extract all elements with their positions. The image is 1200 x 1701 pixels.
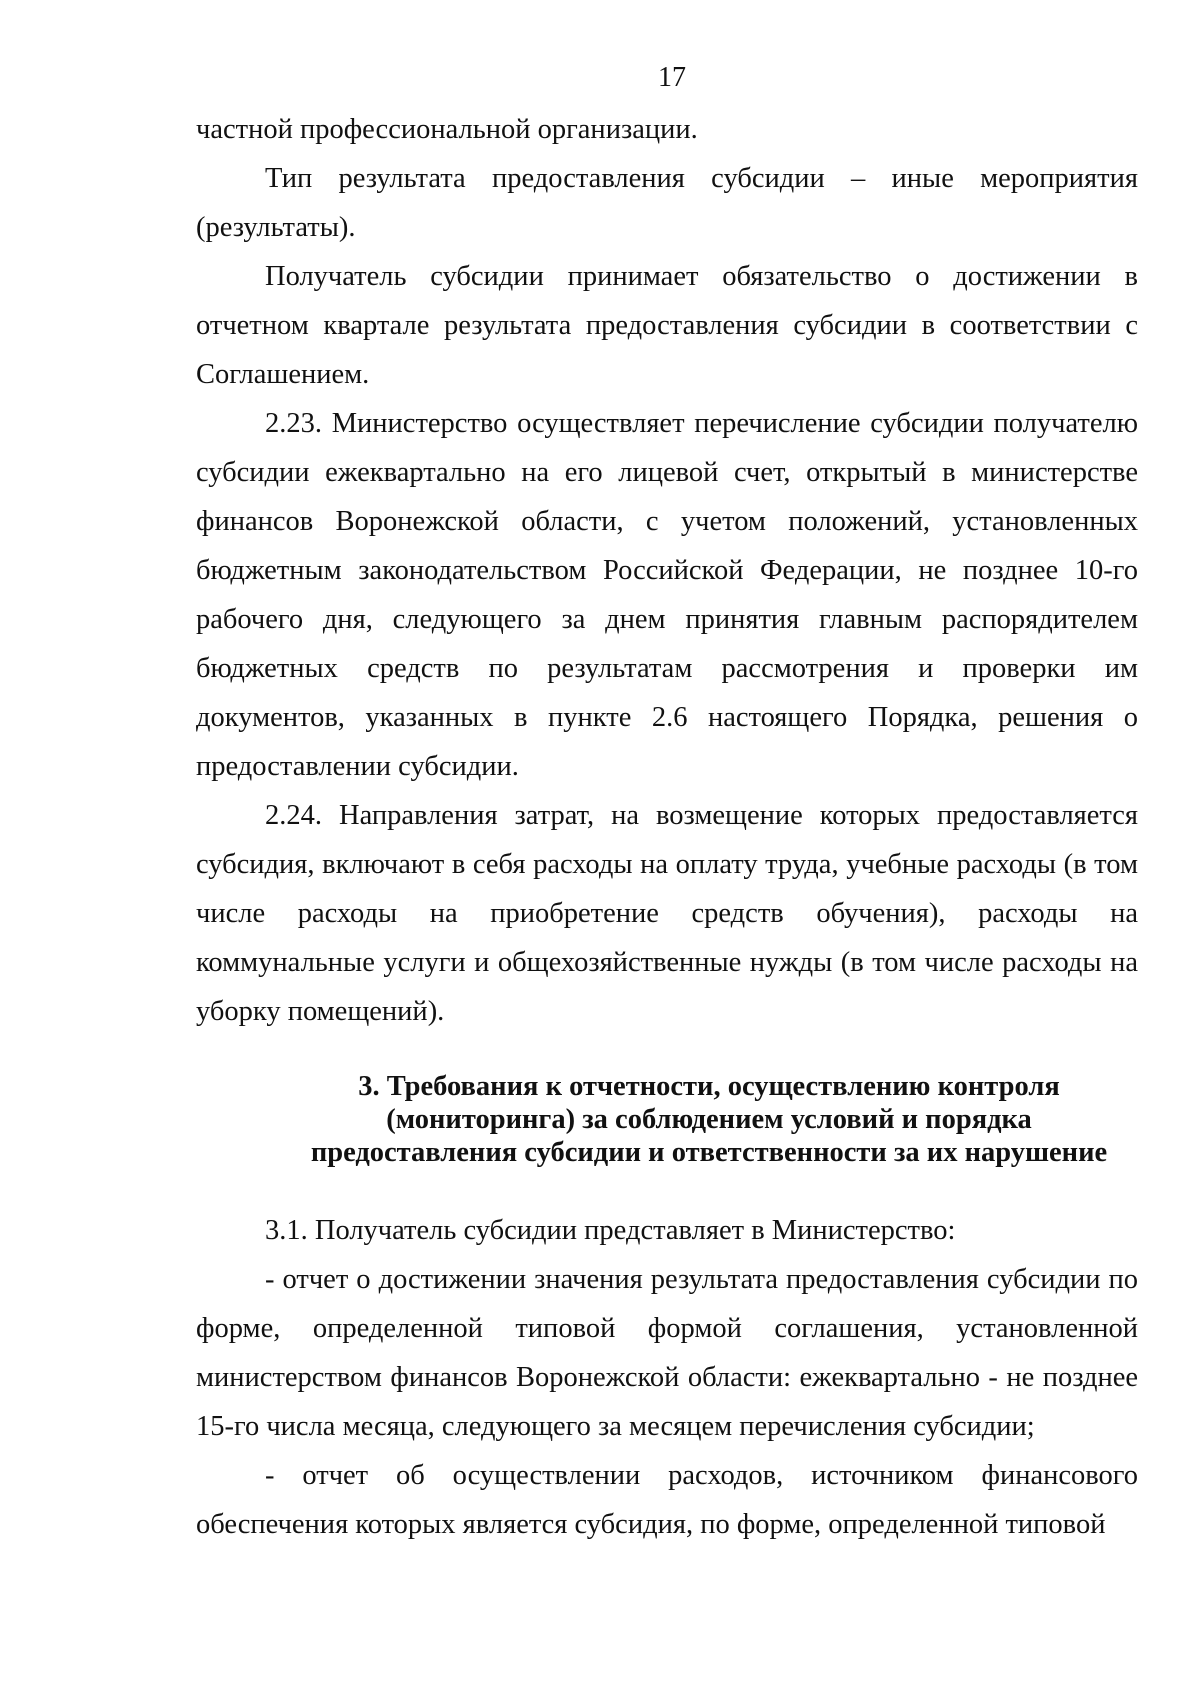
section-3-body xyxy=(196,1206,1138,1549)
paragraph: Получатель субсидии принимает обязательство о достижении в отчетном квартале результата предоставления субсидии в соответствии с Соглашением. xyxy=(196,261,1138,390)
section-heading-line: (мониторинга) за соблюдением условий и порядка xyxy=(386,1104,1032,1135)
page-number: 17 xyxy=(658,62,686,93)
list-item: - отчет об осуществлении расходов, источником финансового обеспечения которых является субсидия, по форме, определенной типовой xyxy=(196,1460,1138,1540)
paragraph: частной профессиональной организации. xyxy=(196,114,698,145)
paragraph-3-1: 3.1. Получатель субсидии представляет в Министерство: xyxy=(265,1215,956,1246)
section-heading-line: 3. Требования к отчетности, осуществлению контроля xyxy=(358,1071,1060,1102)
paragraph-2-23: 2.23. Министерство осуществляет перечисление субсидии получателю субсидии ежеквартально на его лицевой счет, открытый в министерстве финансов Воронежской области, с учетом положений, установленных бюджетным законодательством Российской Федерации, не позднее 10-го рабочего дня, следующего за днем принятия главным распорядителем бюджетных средств по результатам рассмотрения и проверки им документов, указанных в пункте 2.6 настоящего Порядка, решения о предоставлении субсидии. xyxy=(196,408,1138,782)
section-heading-line: предоставления субсидии и ответственности за их нарушение xyxy=(310,1137,1108,1168)
section-heading xyxy=(280,1070,1138,1169)
paragraph: Тип результата предоставления субсидии – иные мероприятия (результаты). xyxy=(196,163,1138,243)
paragraph-2-24: 2.24. Направления затрат, на возмещение которых предоставляется субсидия, включают в себя расходы на оплату труда, учебные расходы (в том числе расходы на приобретение средств обучения), расходы на коммунальные услуги и общехозяйственные нужды (в том числе расходы на уборку помещений). xyxy=(196,800,1138,1027)
list-item: - отчет о достижении значения результата предоставления субсидии по форме, определенной типовой формой соглашения, установленной министерством финансов Воронежской области: ежеквартально - не позднее 15-го числа месяца, следующего за месяцем перечисления субсидии; xyxy=(196,1264,1138,1442)
document-body xyxy=(196,105,1138,1036)
